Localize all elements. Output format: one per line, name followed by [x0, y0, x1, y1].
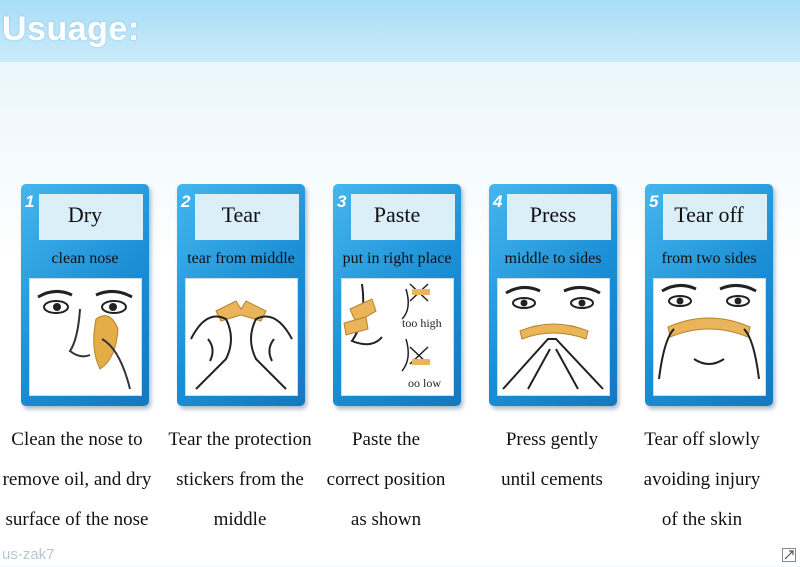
step-card-1: [21, 184, 149, 406]
step-card-2: [177, 184, 305, 406]
step-title: Tear off: [674, 202, 744, 227]
step-description-3: [306, 420, 466, 540]
too-low-label: oo low: [408, 376, 441, 390]
description-line: as shown: [350, 509, 422, 530]
page-header: [0, 0, 800, 62]
step-title: Tear: [221, 202, 261, 227]
description-line: of the skin: [661, 509, 743, 530]
step-number: 5: [649, 192, 659, 211]
expand-icon[interactable]: [782, 548, 796, 562]
step-description-5: [622, 420, 782, 540]
step-number: 2: [181, 192, 191, 211]
step-description-4: [472, 420, 632, 500]
step-card-4: [489, 184, 617, 406]
description-line: Tear off slowly: [644, 429, 760, 450]
page-title: Usuage:: [2, 10, 140, 48]
step-subtitle: middle to sides: [504, 250, 602, 267]
step-subtitle: tear from middle: [187, 250, 295, 267]
step-subtitle: clean nose: [51, 250, 119, 267]
description-line: correct position: [326, 469, 446, 490]
step-title: Dry: [67, 202, 103, 227]
step-card-5: [645, 184, 773, 406]
step-description-1: [0, 420, 157, 540]
step-number: 3: [337, 192, 347, 211]
step-card-3: [333, 184, 461, 406]
step-number: 4: [493, 192, 503, 211]
too-high-label: too high: [402, 316, 442, 330]
description-line: middle: [213, 509, 267, 530]
description-line: Press gently: [505, 429, 599, 450]
step-subtitle: from two sides: [661, 250, 757, 267]
step-description-2: [160, 420, 320, 540]
paste-position-illustration: [341, 278, 454, 396]
description-line: avoiding injury: [643, 469, 761, 490]
description-line: stickers from the: [176, 469, 304, 490]
step-title: Press: [529, 202, 577, 227]
description-line: Clean the nose to: [11, 429, 143, 450]
step-number: 1: [25, 192, 35, 211]
tear-off-illustration: [653, 278, 766, 396]
description-line: until cements: [501, 469, 603, 490]
description-line: surface of the nose: [5, 509, 149, 530]
description-line: remove oil, and dry: [2, 469, 152, 490]
watermark-text: us-zak7: [2, 546, 55, 563]
tear-strip-illustration: [185, 278, 298, 396]
step-subtitle: put in right place: [342, 250, 452, 267]
description-line: Tear the protection: [168, 429, 312, 450]
press-strip-illustration: [497, 278, 610, 396]
step-title: Paste: [373, 202, 421, 227]
description-line: Paste the: [351, 429, 421, 450]
dry-nose-illustration: [29, 278, 142, 396]
